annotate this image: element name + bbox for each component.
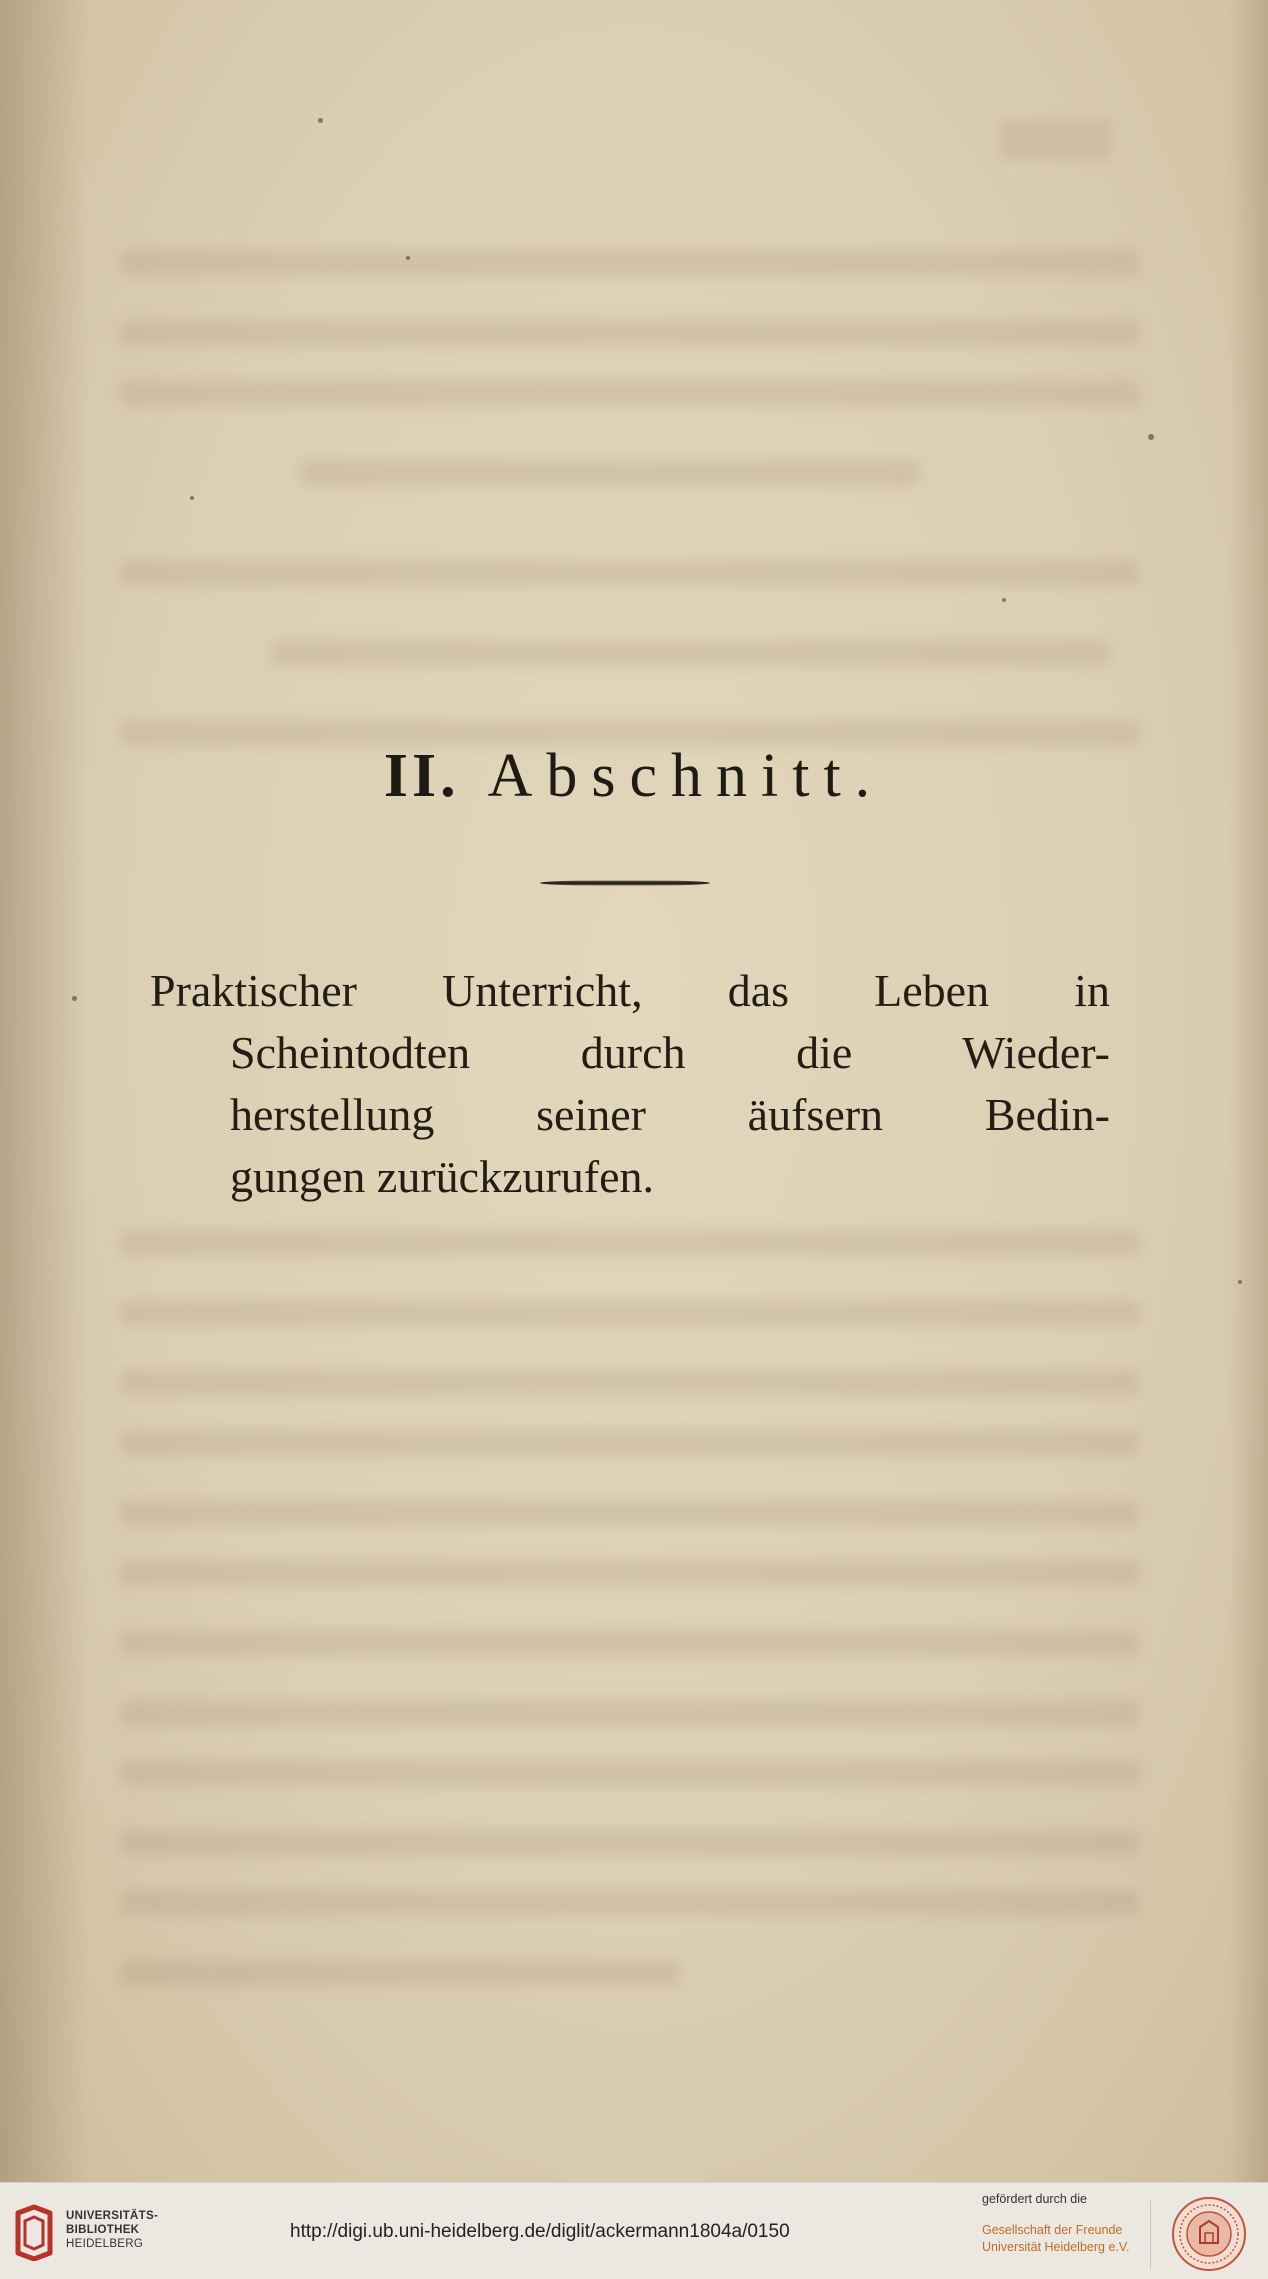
ornamental-rule — [540, 880, 710, 886]
section-heading-word: Abschnitt. — [487, 742, 885, 810]
paper-speck — [406, 256, 410, 260]
permalink-url[interactable]: http://digi.ub.uni-heidelberg.de/diglit/ackermann1804a/0150 — [290, 2221, 790, 2242]
subtitle-line: Praktischer Unterricht, das Leben in — [150, 965, 1110, 1016]
bleed-through-line — [120, 1760, 1140, 1786]
bleed-through-line — [120, 1430, 1140, 1456]
footer-divider — [1150, 2201, 1151, 2269]
bleed-through-line — [120, 1500, 1140, 1526]
bleed-through-line — [120, 250, 1140, 276]
bleed-through-line — [120, 1890, 1140, 1916]
bleed-through-line — [120, 1560, 1140, 1586]
library-name-line2: BIBLIOTHEK — [66, 2224, 140, 2236]
sponsor-org-line1: Gesellschaft der Freunde — [982, 2223, 1123, 2237]
paper-speck — [1002, 598, 1006, 602]
section-subtitle — [150, 960, 1110, 1208]
bleed-through-line — [120, 1370, 1140, 1396]
subtitle-line: Scheintodten durch die Wieder- — [230, 1027, 1110, 1078]
section-heading — [0, 742, 1268, 810]
bleed-through-line — [120, 1960, 680, 1986]
bleed-through-line — [300, 460, 920, 486]
bleed-through-page-number — [1000, 120, 1110, 160]
library-name-line3: HEIDELBERG — [66, 2238, 144, 2250]
bleed-through-line — [120, 1230, 1140, 1256]
paper-speck — [1148, 434, 1154, 440]
sponsor-block[interactable] — [982, 2191, 1172, 2256]
footer-bar — [0, 2182, 1268, 2279]
paper-speck — [1238, 1280, 1242, 1284]
bleed-through-line — [120, 1830, 1140, 1856]
bleed-through-line — [120, 560, 1140, 586]
library-name[interactable] — [66, 2209, 158, 2251]
bleed-through-line — [120, 1700, 1140, 1726]
bleed-through-line — [120, 1300, 1140, 1326]
paper-speck — [72, 996, 77, 1001]
paper-speck — [318, 118, 323, 123]
bleed-through-line — [120, 380, 1140, 406]
university-library-logo-icon[interactable] — [12, 2203, 56, 2261]
library-name-line1: UNIVERSITÄTS- — [66, 2210, 159, 2222]
section-numeral: II. — [383, 742, 460, 810]
paper-speck — [190, 496, 194, 500]
university-seal-icon[interactable] — [1170, 2195, 1248, 2273]
sponsor-by-text: gefördert durch die — [982, 2192, 1087, 2206]
bleed-through-line — [120, 1630, 1140, 1656]
subtitle-line: gungen zurückzurufen. — [230, 1151, 655, 1202]
sponsor-org-line2: Universität Heidelberg e.V. — [982, 2240, 1130, 2254]
bleed-through-line — [270, 640, 1110, 666]
bleed-through-line — [120, 320, 1140, 346]
subtitle-line: herstellung seiner äufsern Bedin- — [230, 1089, 1110, 1140]
